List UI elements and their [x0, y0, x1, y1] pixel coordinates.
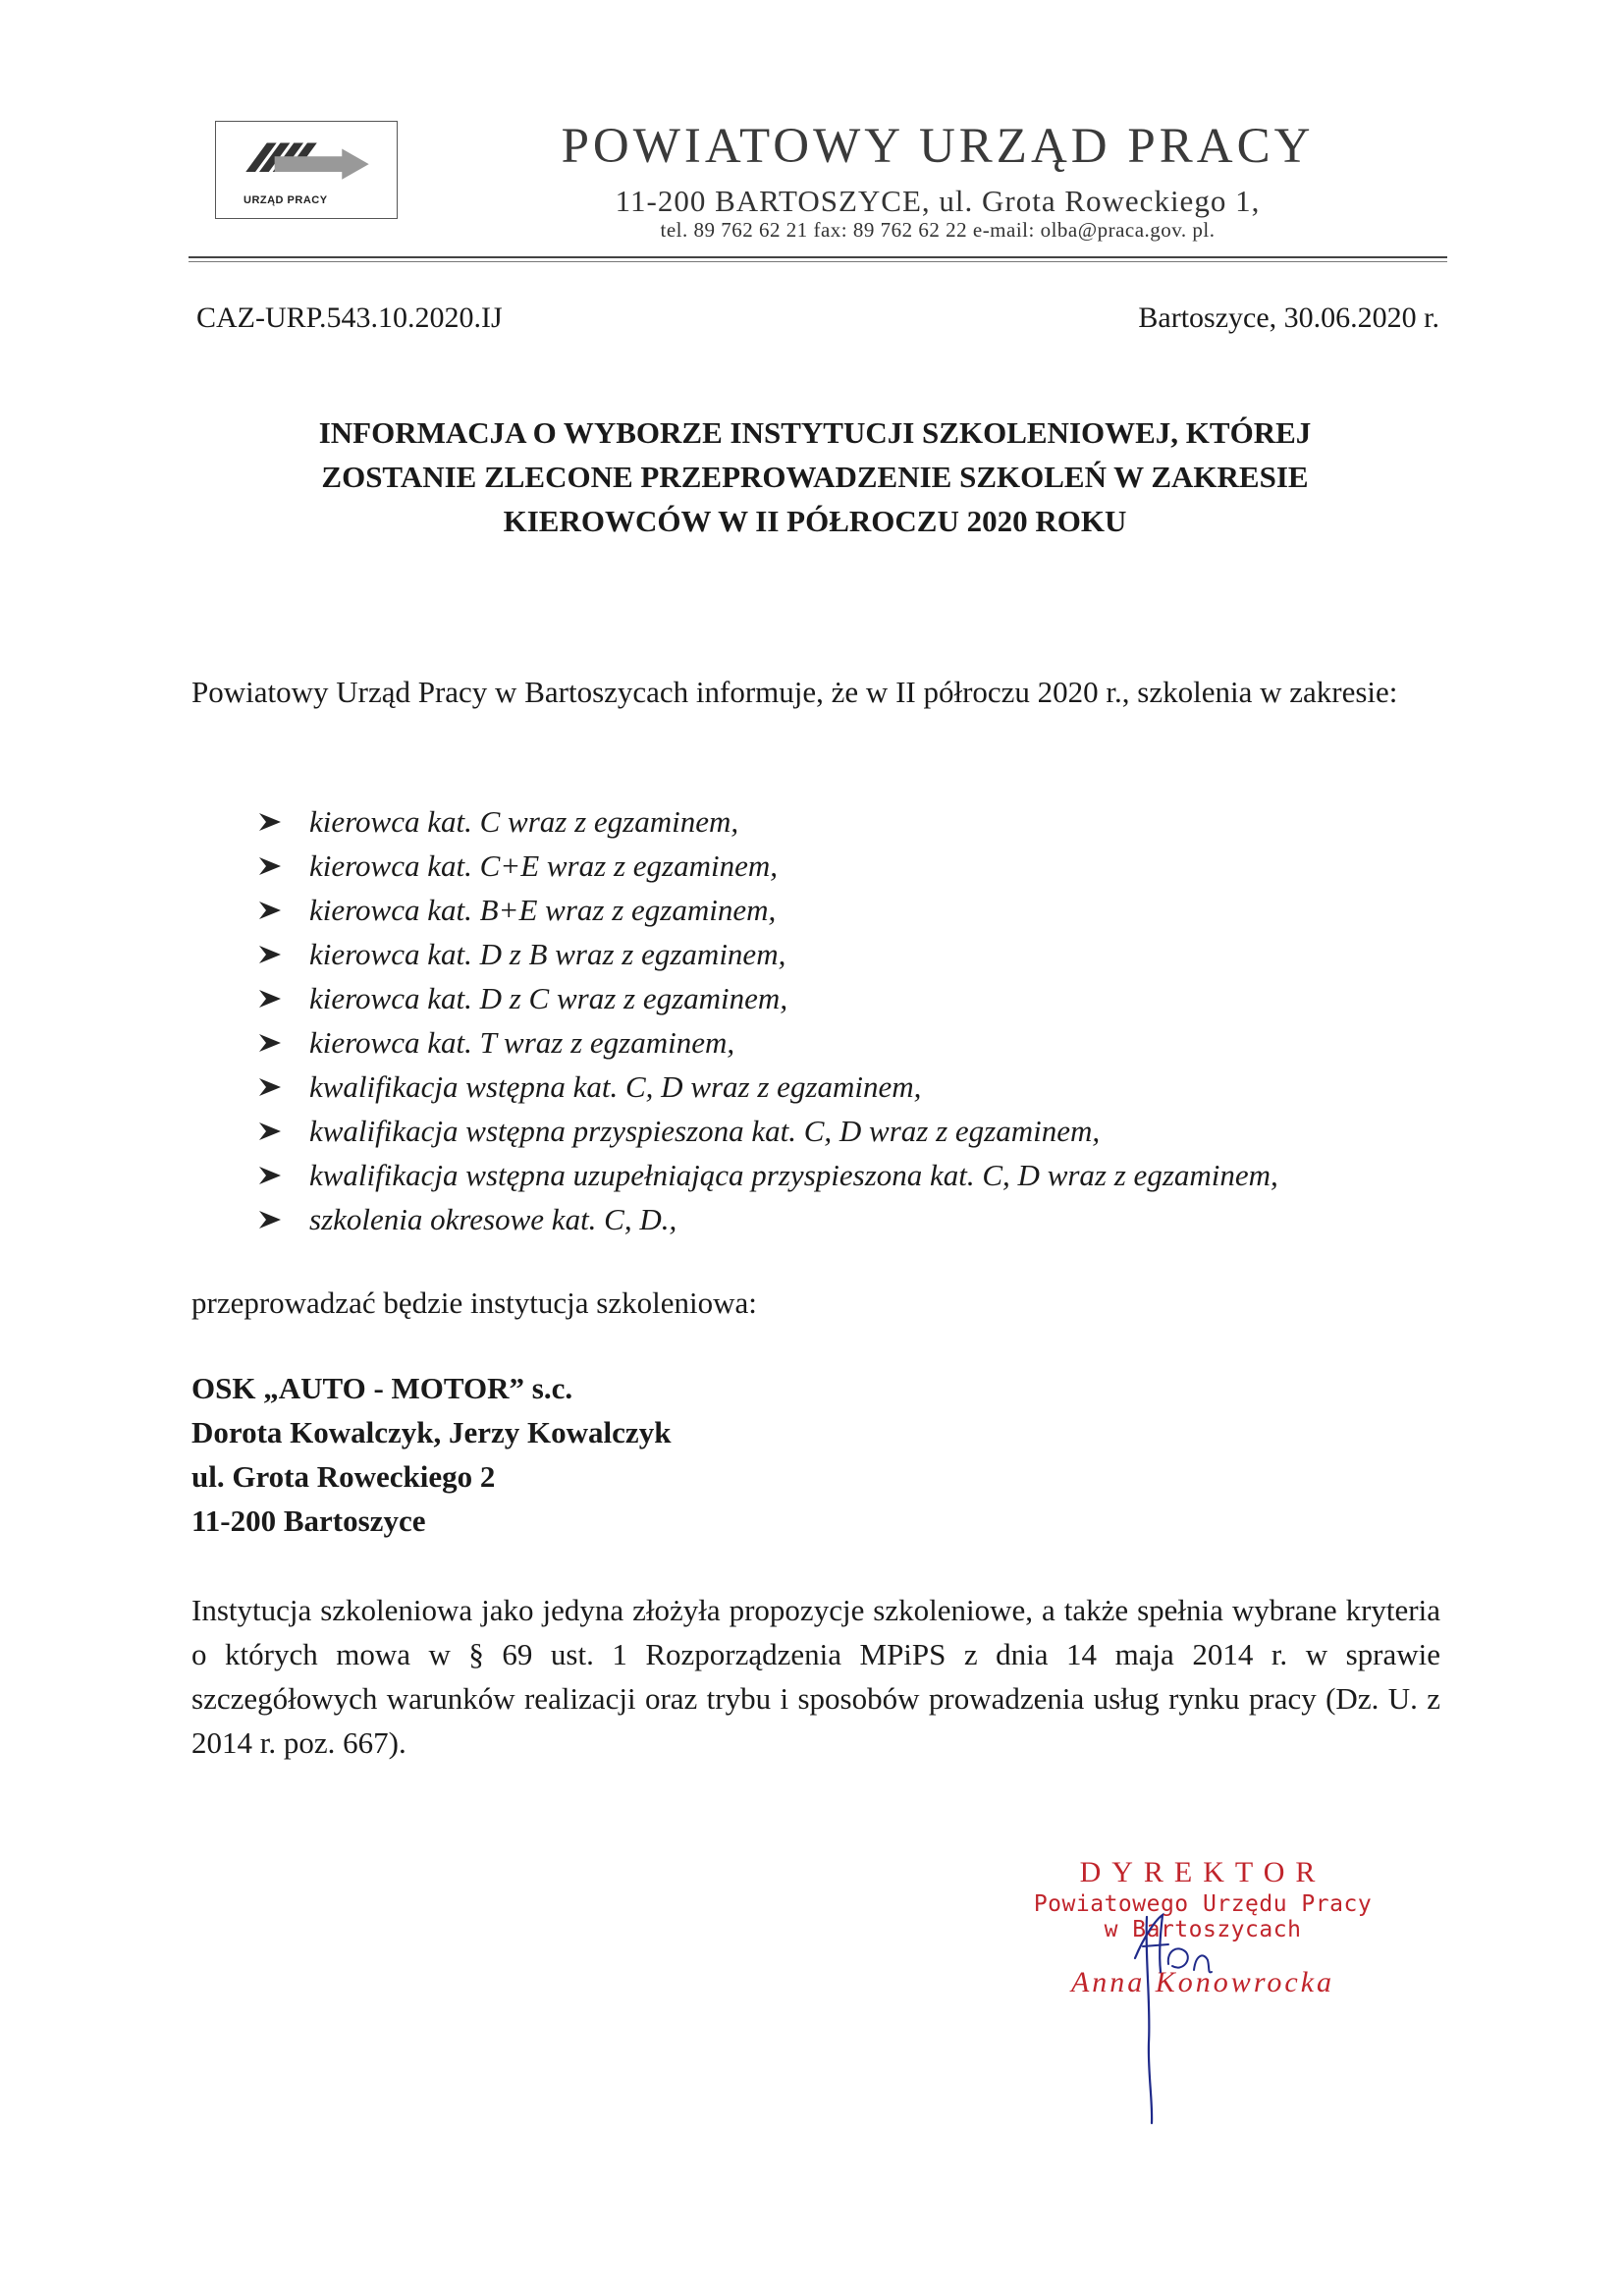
course-list [257, 800, 1435, 1242]
arrow-bullet-icon [259, 1034, 281, 1052]
arrow-bullet-icon [259, 1122, 281, 1140]
place-date: Bartoszyce, 30.06.2020 r. [1138, 301, 1439, 334]
stamp-office: Powiatowego Urzędu Pracy [1033, 1891, 1373, 1917]
org-address: 11-200 BARTOSZYCE, ul. Grota Roweckiego 1, [615, 184, 1261, 218]
list-item-text: kierowca kat. D z C wraz z egzaminem, [309, 981, 788, 1015]
list-item-text: kierowca kat. T wraz z egzaminem, [309, 1025, 735, 1060]
arrow-bullet-icon [259, 1211, 281, 1229]
list-item [257, 1021, 1435, 1066]
arrow-bullet-icon [259, 1078, 281, 1096]
logo-text: URZĄD PRACY [243, 194, 328, 206]
stamp-city: w Bartoszycach [1104, 1917, 1302, 1942]
institution-street: ul. Grota Roweckiego 2 [191, 1459, 496, 1494]
list-item [257, 1154, 1435, 1198]
handwritten-signature [1109, 1895, 1257, 2131]
institution-city: 11-200 Bartoszyce [191, 1503, 426, 1538]
list-item [257, 1066, 1435, 1110]
list-item [257, 845, 1435, 889]
org-name: POWIATOWY URZĄD PRACY [561, 119, 1315, 174]
logo [215, 121, 398, 219]
title-line: INFORMACJA O WYBORZE INSTYTUCJI SZKOLENIOWEJ, KTÓREJ [318, 415, 1312, 450]
arrow-bullet-icon [259, 813, 281, 831]
title-line: ZOSTANIE ZLECONE PRZEPROWADZENIE SZKOLEŃ W ZAKRESIE [321, 460, 1309, 494]
arrow-bullet-icon [259, 946, 281, 963]
arrow-bullet-icon [259, 990, 281, 1008]
closing-paragraph: Instytucja szkoleniowa jako jedyna złożyła propozycje szkoleniowe, a także spełnia wybrane kryteria o których mowa w § 69 ust. 1 Rozporządzenia MPiPS z dnia 14 maja 2014 r. w sprawie szczegółowych warunków realizacji oraz trybu i sposobów prowadzenia usług rynku pracy (Dz. U. z 2014 r. poz. 667). [191, 1593, 1440, 1760]
list-item [257, 1198, 1435, 1242]
title-line: KIEROWCÓW W II PÓŁROCZU 2020 ROKU [503, 504, 1127, 538]
intro-paragraph: Powiatowy Urząd Pracy w Bartoszycach informuje, że w II półroczu 2020 r., szkolenia w zakresie: [191, 675, 1398, 709]
list-item-text: kierowca kat. C+E wraz z egzaminem, [309, 848, 778, 883]
stamp-person-name: Anna Konowrocka [1070, 1966, 1335, 1998]
institution-block [191, 1366, 671, 1543]
institution-name: OSK „AUTO - MOTOR” s.c. [191, 1371, 573, 1405]
list-item-text: kwalifikacja wstępna kat. C, D wraz z egzaminem, [309, 1069, 922, 1104]
arrow-bullet-icon [259, 902, 281, 919]
reference-number: CAZ-URP.543.10.2020.IJ [196, 301, 503, 334]
stamp-title: DYREKTOR [1079, 1856, 1326, 1888]
list-item-text: szkolenia okresowe kat. C, D., [309, 1202, 677, 1236]
list-item [257, 1110, 1435, 1154]
list-item-text: kierowca kat. C wraz z egzaminem, [309, 804, 739, 839]
list-item [257, 800, 1435, 845]
arrow-bullet-icon [259, 1167, 281, 1184]
org-contact: tel. 89 762 62 21 fax: 89 762 62 22 e-mail: olba@praca.gov. pl. [660, 218, 1216, 242]
header-divider [189, 256, 1447, 258]
list-item [257, 977, 1435, 1021]
list-item [257, 933, 1435, 977]
list-item [257, 889, 1435, 933]
list-item-text: kierowca kat. D z B wraz z egzaminem, [309, 937, 786, 971]
document-title [177, 410, 1453, 543]
list-item-text: kierowca kat. B+E wraz z egzaminem, [309, 893, 777, 927]
header-divider-thin [189, 261, 1447, 262]
institution-owners: Dorota Kowalczyk, Jerzy Kowalczyk [191, 1415, 672, 1449]
list-item-text: kwalifikacja wstępna przyspieszona kat. C, D wraz z egzaminem, [309, 1114, 1101, 1148]
list-item-text: kwalifikacja wstępna uzupełniająca przyspieszona kat. C, D wraz z egzaminem, [309, 1158, 1278, 1192]
arrow-bullet-icon [259, 857, 281, 875]
conducted-by-text: przeprowadzać będzie instytucja szkoleniowa: [191, 1285, 757, 1320]
